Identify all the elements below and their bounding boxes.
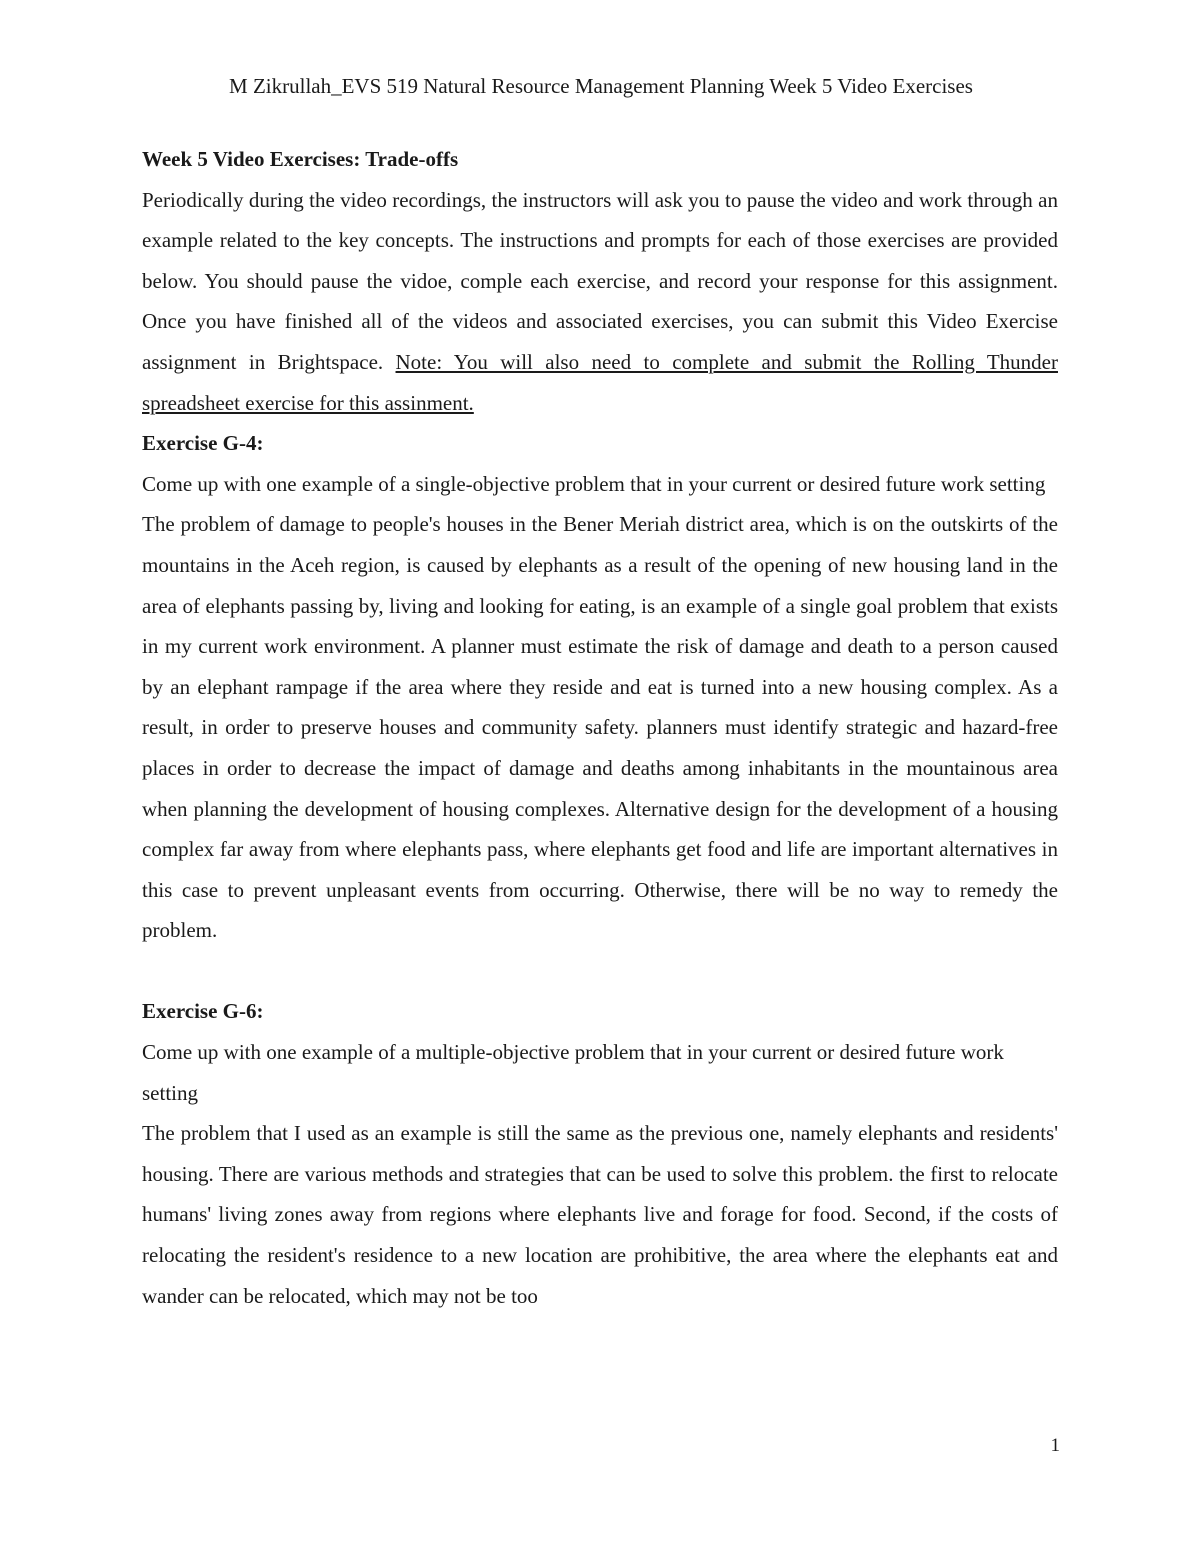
- document-body: [142, 139, 1058, 1316]
- intro-note: Note: You will also need to complete and submit the Rolling Thunder spreadsheet exercise for this assinment.: [142, 349, 1058, 415]
- intro-text: Periodically during the video recordings, the instructors will ask you to pause the video and work through an example related to the key concepts. The instructions and prompts for each of those exercises are provided below. You should pause the vidoe, comple each exercise, and record your response for this assignment. Once you have finished all of the videos and associated exercises, you can submit this Video Exercise assignment in Brightspace.: [142, 187, 1058, 374]
- exercise-g6-title: Exercise G-6:: [142, 999, 264, 1024]
- exercise-g4-title: Exercise G-4:: [142, 431, 264, 456]
- exercise-g4-answer: The problem of damage to people's houses in the Bener Meriah district area, which is on the outskirts of the mountains in the Aceh region, is caused by elephants as a result of the opening of new housing land in the area of elephants passing by, living and looking for eating, is an example of a single goal problem that exists in my current work environment. A planner must estimate the risk of damage and death to a person caused by an elephant rampage if the area where they reside and eat is turned into a new housing complex. As a result, in order to preserve houses and community safety. planners must identify strategic and hazard-free places in order to decrease the impact of damage and deaths among inhabitants in the mountainous area when planning the development of housing complexes. Alternative design for the development of a housing complex far away from where elephants pass, where elephants get food and life are important alternatives in this case to prevent unpleasant events from occurring. Otherwise, there will be no way to remedy the problem.: [142, 512, 1058, 943]
- exercise-g6-answer: The problem that I used as an example is still the same as the previous one, namely elephants and residents' housing. There are various methods and strategies that can be used to solve this problem. the first to relocate humans' living zones away from regions where elephants live and forage for food. Second, if the costs of relocating the resident's residence to a new location are prohibitive, the area where the elephants eat and wander can be relocated, which may not be too: [142, 1121, 1058, 1308]
- intro-paragraph: [142, 180, 1058, 424]
- section-title: Week 5 Video Exercises: Trade-offs: [142, 147, 459, 171]
- running-header: M Zikrullah_EVS 519 Natural Resource Management Planning Week 5 Video Exercises: [229, 74, 973, 98]
- exercise-g6-prompt: Come up with one example of a multiple-objective problem that in your current or desired future work setting: [142, 1040, 1004, 1105]
- exercise-g4-prompt: Come up with one example of a single-objective problem that in your current or desired future work setting: [142, 471, 1046, 496]
- paragraph-spacer: [142, 951, 1058, 992]
- page-number: 1: [1050, 1435, 1060, 1456]
